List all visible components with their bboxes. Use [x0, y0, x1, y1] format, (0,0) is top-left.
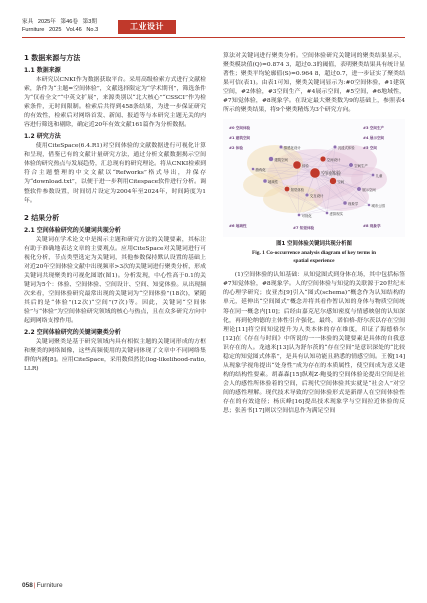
keyword-node	[333, 146, 336, 149]
keyword-node-label: 地域性	[268, 180, 279, 185]
paragraph-research-method: 使用CiteSpace(6.4.R1)对空间体验的文献数据进行可视化计算和呈现，借鉴已有的文献计量研究方法，通过分析文献数据揭示空间体验的研究热点与发展趋势，汇总现有的研究理论。将从CNKI检索到符合主题整理的中文文献以“Refworks”格式导出，并保存为“download.txt”，以便于进一步利用Citespace软件进行分析。调整软件参数设置，时间切片设定为2004年至2024年，时间跨度为1年。	[24, 143, 206, 204]
left-column	[24, 52, 206, 374]
keyword-node	[326, 212, 329, 215]
heading-data-source: 1.1 数据来源	[24, 67, 61, 74]
cluster-label: #7 知觉体验	[293, 226, 315, 231]
heading-data-and-method: 1 数据来源与方法	[24, 54, 81, 62]
paragraph-keyword-cooccurrence: 关键词在学术论文中是揭示主题和研究方法的关键要素，其标注有助于准确地表达文章的主要观点。应用CiteSpace对关键词进行可视化分析，节点类型选定为关键词，其他参数保持默认设置的基础上对近20年空间体验文献中出现频率>3次的关键词进行聚类分析，形成关键词共现聚类的可视化图谱(图1)。分析发现，中心性高于0.1的关键词为5个：体验、空间体验、空间设计、空间、知觉体验。从出现频次来看，空间体验研究最常出现的关键词为“空间体验”(18次)，紧随其后的是“体验”(12次)“空间”(7次)等。因此，关键词“空间体验”与“体验”为空间体验研究领域的核心与热点，且在众多研究方向中起到网络支撑作用。	[24, 236, 206, 325]
keyword-node-label: 沉浸式体验	[337, 146, 355, 151]
figure-caption-en-line2: spatial experience	[293, 258, 335, 265]
cluster-label: #3 空间生产	[363, 126, 385, 131]
figure-caption	[223, 240, 405, 265]
keyword-node-label: 交互设计	[309, 194, 324, 199]
cluster-label: #8 现象学	[363, 224, 381, 229]
network-graph	[223, 119, 405, 237]
keyword-node-label: 空间设计	[326, 158, 341, 163]
cluster-label: #0 空间体验	[229, 126, 251, 131]
keyword-node-label: 可视化	[301, 214, 312, 219]
keyword-node	[263, 179, 267, 183]
paragraph-cluster-results: 算法对关键词进行聚类分析。空间体验研究关键词的聚类结果显示，聚类模块值(Q)=0.874 3，超过0.3的阈值，表明聚类结果具有统计显著性；聚类平均轮廓值(S)=0.964 8，超过0.7，进一步证实了聚类结果可信(表1)。由表1可知，聚类关键词显示为:#0空间体验，#1建筑空间，#2体验，#3空间生产，#4展示空间，#5空间，#6地域性，#7知觉体验，#8现象学。在设定最大聚类数为9的基础上，参照表4所示的聚类结果，将9个聚类精炼为3个研究方向。	[223, 53, 405, 114]
keyword-node-label: 虚拟现实	[329, 212, 344, 217]
cluster-label: #5 空间	[363, 146, 377, 151]
header-rule	[22, 37, 405, 38]
keyword-node-label: 情感化设计	[283, 146, 301, 151]
keyword-node-label: 游戏化	[255, 168, 266, 173]
cooccurrence-network-figure	[223, 119, 405, 237]
keyword-node	[349, 163, 353, 167]
keyword-node	[305, 194, 309, 198]
keyword-node	[284, 187, 289, 192]
journal-header	[22, 18, 98, 34]
section-badge: 工业设计	[118, 20, 176, 34]
journal-issue-cn: 家具 2025年 第46卷 第3期	[22, 19, 97, 25]
right-column	[223, 52, 405, 416]
page-number: 058	[22, 582, 33, 589]
keyword-node-label: 知觉体验	[290, 188, 305, 193]
keyword-node	[252, 168, 255, 171]
cluster-label: #2 体验	[229, 146, 243, 151]
cluster-region	[243, 173, 283, 197]
heading-keyword-cluster: 2.2 空间体验研究的关键词聚类分析	[24, 329, 121, 337]
keyword-node	[293, 161, 301, 169]
keyword-node	[320, 157, 326, 163]
paragraph-data-source: 本研究以CNKI作为数据获取平台。采用高级检索方式进行文献检索，条件为“主题=空间体验”，文献选择限定为“学术期刊”，筛选条件为“仅看全文”“中英文扩展”，来源类别以“北大核心”“CSSCI”作为检索条件，无时间限制。检索后共得到458条结果，为进一步保证研究的有效性，检索后对网络首发、新闻、报道等与本研究主题无关的内容进行筛选和剔除，确定近20年有效文献161篇作为分析数据。	[24, 77, 206, 129]
keyword-node-label: 建筑空间	[274, 158, 288, 163]
figure-caption-en-line1: Fig. 1 Co-occurrence analysis diagram of key terms in	[251, 250, 377, 257]
keyword-node	[371, 174, 374, 177]
footer-separator: |	[33, 582, 36, 589]
keyword-node-label: 空间体验	[321, 171, 342, 178]
footer-journal: Furniture	[36, 582, 63, 589]
keyword-node-label: 空间生产	[354, 164, 368, 169]
keyword-node	[368, 204, 371, 207]
keyword-node	[343, 201, 347, 205]
heading-research-method: 1.2 研究方法	[24, 133, 61, 141]
page-footer	[22, 582, 63, 589]
keyword-node-label: 体验	[302, 164, 309, 169]
keyword-node	[310, 168, 320, 178]
keyword-node-label: 儿童	[375, 174, 383, 179]
keyword-node	[279, 146, 282, 149]
figure-caption-cn: 图1 空间体验关键词共现分析图	[276, 241, 352, 248]
heading-keyword-cooccurrence: 2.1 空间体验研究的关键词共现分析	[24, 226, 121, 234]
keyword-node	[357, 187, 361, 191]
cluster-label: #1 建筑空间	[229, 136, 251, 141]
cluster-label: #6 地域性	[229, 224, 247, 229]
journal-issue-en: Furniture 2025 Vol.46 No.3	[22, 27, 99, 33]
keyword-node	[330, 178, 337, 185]
cluster-label: #4 展示空间	[363, 136, 385, 141]
keyword-node-label: 现象学	[348, 202, 359, 207]
keyword-node-label: 展示空间	[362, 188, 376, 193]
keyword-node	[298, 214, 301, 217]
keyword-node-label: 城市公园	[371, 204, 385, 209]
keyword-node	[269, 157, 274, 162]
paragraph-keyword-cluster: 关键词聚类是基于研究领域内具有相似主题的关键词形成的方框和聚类的网络图像，这些高频使用的关键词体现了文章中不同网络集群的内涵[8]。应用CiteSpace，采用数似然比(log-likelihood-ratio, LLR)	[24, 339, 206, 373]
keyword-node-label: 空间	[337, 180, 345, 185]
heading-results: 2 结果分析	[24, 213, 60, 222]
paragraph-cognitive-basis: (1)空间体验的认知基础：从知觉图式到身体在场，其中包括标签#7知觉体验，#8现象学。人的空间体验与知觉的关联源于20世纪末的心理学研究；皮亚杰[9]引入“图式(schema)”概念作为认知结构的单元，延伸出“空间图式”概念并将其看作暂认知的身体与物质空间统筹在同一概念内[10]；后经由嘉克尼尔感知密度与情感映射的认知深化，再到伦纳德的主体性引介强化，最终，诺伯格-舒尔茨以存在空间理论[11]将空间知觉提升为人类本体的存在维度，印证了海德格尔[12]在《存在与时间》中所说的一一体验的关键要素是具体的自我意识存在的人。龙迪米[13]认为舒尔茨的“存在空间”是意识深处的“比较稳定的知觉图式体系”，是具有认知功能且熟悉的情感空间。王俊[14]从现象学视角提出“处身性”成为存在的本质属性，使空间成为意义建构的结构性要素。胡森森[15]纵观Z·鲍曼的空间体验论提出空间是社会人的感性所体验着的空间，后现代空间体验其实就是“社会人”对空间的感性理解。现代技术导致的空间体验形式是新群人在空间体验性存在的有效途径；杨庆峰[16]提出技术现象学与空间拉近体验的反思；张善书[17]则以空间信息作为满足空间	[223, 272, 405, 415]
